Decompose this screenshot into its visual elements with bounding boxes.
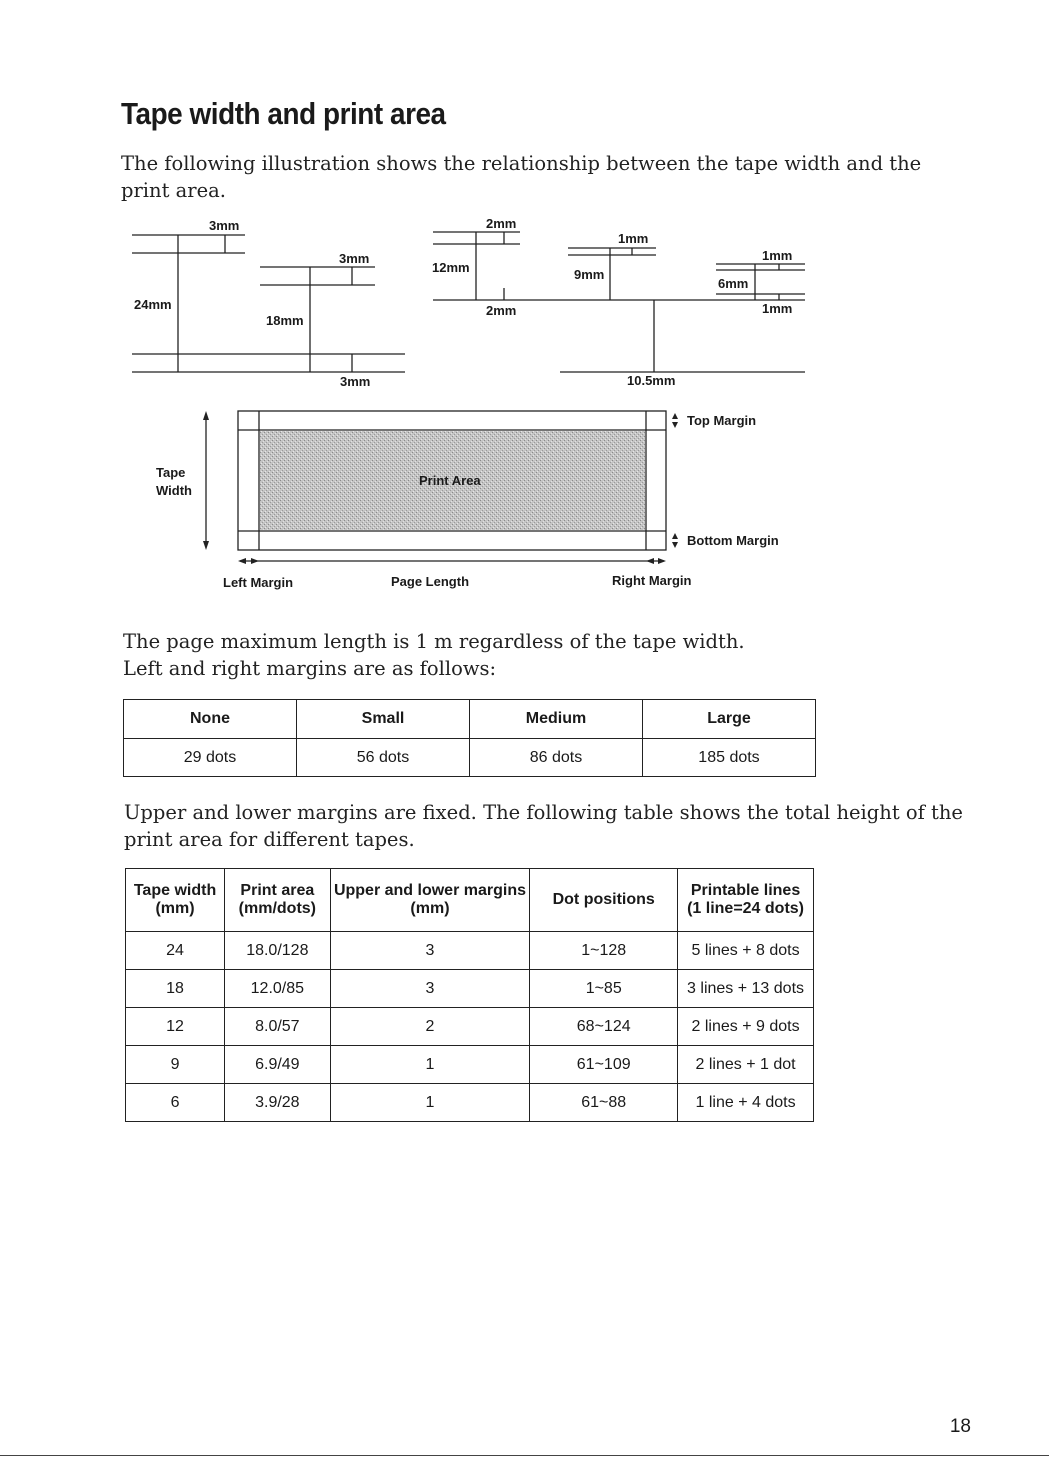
page-title: Tape width and print area [121,96,446,131]
table-cell: 2 [330,1008,530,1046]
table-cell: 9 [126,1046,225,1084]
page-length-sentence: The page maximum length is 1 m regardless of the tape width. [123,630,745,653]
table-cell: 1~128 [530,932,678,970]
margins-value-cell: 185 dots [643,739,816,777]
tape-width-label-12: 12mm [432,260,470,275]
fixed-margins-paragraph: Upper and lower margins are fixed. The following table shows the total height of the print area for different tapes. [124,801,963,851]
table-cell: 3 [330,970,530,1008]
table-row [126,1084,814,1122]
margins-table [123,699,816,777]
offset-label-bottom12: 2mm [486,303,517,318]
offset-label-top24: 3mm [209,218,240,233]
offset-label-bottom6: 1mm [762,301,793,316]
table-cell: 24 [126,932,225,970]
header-line: Printable lines [690,882,801,899]
table-cell: 3 lines + 13 dots [678,970,814,1008]
offset-label-top9: 1mm [618,231,649,246]
tape-width-caption-line1: Tape [156,465,186,480]
header-line: Upper and lower margins [333,882,526,899]
table-cell: 1 [330,1046,530,1084]
margins-header-cell: Small [297,700,470,739]
table-cell: 61~109 [530,1046,678,1084]
tape-width-caption-line2: Width [156,483,192,498]
margins-table-header-row [124,700,816,739]
tape-print-area-table [125,868,814,1122]
page-number: 18 [949,1416,971,1437]
header-line: (mm/dots) [238,900,316,917]
bottom-margin-label: Bottom Margin [687,533,779,548]
table-cell: 12 [126,1008,225,1046]
margins-header-cell: Large [643,700,816,739]
table-cell: 12.0/85 [225,970,331,1008]
header-line: (1 line=24 dots) [687,900,804,917]
print-area-label: Print Area [419,473,481,488]
table-cell: 1 line + 4 dots [678,1084,814,1122]
page-length-label: Page Length [391,574,470,589]
header-line: Tape width [133,882,217,899]
margins-value-cell: 86 dots [470,739,643,777]
margins-value-cell: 56 dots [297,739,470,777]
header-line: (mm) [410,900,450,917]
offset-label-top6: 1mm [762,248,793,263]
top-margin-label: Top Margin [687,413,757,428]
table-cell: 5 lines + 8 dots [678,932,814,970]
margins-header-cell: None [124,700,297,739]
table-cell: 2 lines + 1 dot [678,1046,814,1084]
intro-paragraph: The following illustration shows the relationship between the tape width and the print area. [121,152,922,202]
table-cell: 61~88 [530,1084,678,1122]
margins-header-cell: Medium [470,700,643,739]
table-cell: 18 [126,970,225,1008]
table-cell: 68~124 [530,1008,678,1046]
right-margin-label: Right Margin [612,573,692,588]
offset-label-top18: 3mm [339,251,370,266]
tape-width-label-18: 18mm [266,313,304,328]
header-line: Print area [240,882,315,899]
table-cell: 18.0/128 [225,932,331,970]
table-cell: 2 lines + 9 dots [678,1008,814,1046]
table-cell: 8.0/57 [225,1008,331,1046]
tape-table-header-cell [678,869,814,932]
table-cell: 6.9/49 [225,1046,331,1084]
table-cell: 6 [126,1084,225,1122]
table-row [126,932,814,970]
margins-intro-sentence: Left and right margins are as follows: [123,657,497,680]
offset-label-top12: 2mm [486,216,517,231]
tape-narrow-outlines [433,232,805,372]
page-length-paragraph [123,628,963,682]
tape-width-label-6: 6mm [718,276,749,291]
bottom-rule [0,1455,1049,1456]
table-row [126,1046,814,1084]
table-cell: 1 [330,1084,530,1122]
header-line: Dot positions [552,891,655,908]
tape-table-header-row [126,869,814,932]
table-cell: 3.9/28 [225,1084,331,1122]
offset-label-bottom9: 10.5mm [627,373,676,388]
table-row [126,1008,814,1046]
tape-width-caption [156,464,192,500]
table-cell: 3 [330,932,530,970]
tape-width-label-9: 9mm [574,267,605,282]
left-margin-label: Left Margin [223,575,294,590]
table-cell: 1~85 [530,970,678,1008]
tape-table-header-cell [330,869,530,932]
header-line: (mm) [155,900,195,917]
margins-value-cell: 29 dots [124,739,297,777]
tape-table-header-cell [225,869,331,932]
margins-table-value-row [124,739,816,777]
tape-table-header-cell [530,869,678,932]
tape-width-label-24: 24mm [134,297,172,312]
tape-table-header-cell [126,869,225,932]
table-row [126,970,814,1008]
offset-label-bottom18: 3mm [340,374,371,389]
